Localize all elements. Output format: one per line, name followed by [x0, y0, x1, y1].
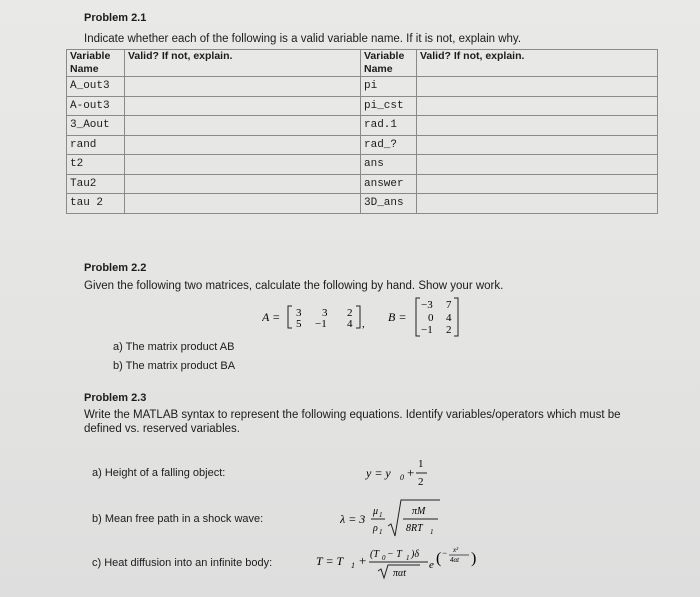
eq-c-label: c) Heat diffusion into an infinite body: — [92, 557, 273, 569]
matrix-a-label: A = — [262, 310, 281, 324]
svg-text:1: 1 — [379, 528, 383, 536]
table-cell-right-answer[interactable] — [417, 174, 658, 194]
svg-text:− T: − T — [387, 549, 402, 560]
svg-text:(T: (T — [370, 549, 379, 560]
table-cell-right-answer[interactable] — [417, 155, 658, 175]
problem-2-3-instruction-line1: Write the MATLAB syntax to represent the following equations. Identify variables/operators which must be — [84, 409, 621, 421]
matrix-b-cell: 0 — [428, 312, 434, 324]
problem-2-1-title: Problem 2.1 — [84, 12, 147, 24]
matrix-a-right-bracket — [356, 306, 360, 328]
table-cell-right-answer[interactable] — [417, 194, 658, 214]
matrix-a-left-bracket — [288, 306, 292, 328]
svg-text:μ: μ — [373, 506, 379, 517]
table-cell-left-name: A-out3 — [67, 96, 125, 116]
svg-text:)δ: )δ — [411, 549, 419, 560]
list-item: b) The matrix product BA — [113, 360, 236, 372]
matrix-a-comma: , — [362, 318, 365, 330]
table-cell-left-name: rand — [67, 135, 125, 155]
table-cell-left-answer[interactable] — [125, 116, 361, 136]
table-cell-right-answer[interactable] — [417, 96, 658, 116]
table-cell-right-name: answer — [361, 174, 417, 194]
eq-a-label: a) Height of a falling object: — [92, 467, 226, 479]
table-cell-right-answer[interactable] — [417, 116, 658, 136]
matrix-b-cell: 2 — [446, 324, 452, 336]
svg-text:+: + — [407, 465, 415, 480]
svg-text:1: 1 — [351, 561, 355, 570]
svg-text:πM: πM — [412, 506, 426, 517]
table-cell-right-answer[interactable] — [417, 77, 658, 97]
table-cell-right-name: pi_cst — [361, 96, 417, 116]
table-cell-left-name: t2 — [67, 155, 125, 175]
eq-b-label: b) Mean free path in a shock wave: — [92, 513, 264, 525]
header-variable-name-left: Variable Name — [67, 50, 125, 77]
table-cell-left-name: A_out3 — [67, 77, 125, 97]
svg-text:4αt: 4αt — [450, 556, 460, 564]
svg-text:ρ: ρ — [373, 523, 378, 534]
table-cell-left-answer[interactable] — [125, 96, 361, 116]
svg-text:x²: x² — [453, 546, 459, 554]
svg-text:e: e — [429, 559, 434, 571]
table-cell-left-answer[interactable] — [125, 174, 361, 194]
matrix-b-cell: 7 — [446, 299, 452, 311]
equation-c — [316, 541, 488, 587]
svg-text:1: 1 — [418, 458, 424, 470]
svg-text:2: 2 — [418, 476, 424, 488]
svg-text:8RT: 8RT — [406, 523, 423, 534]
header-variable-name-right: Variable Name — [361, 50, 417, 77]
problem-2-3-title: Problem 2.3 — [84, 392, 147, 404]
matrix-b-right-bracket — [454, 298, 458, 336]
table-cell-left-name: 3_Aout — [67, 116, 125, 136]
svg-text:0: 0 — [400, 473, 404, 482]
matrix-a-cell: −1 — [315, 318, 327, 330]
table-cell-left-answer[interactable] — [125, 77, 361, 97]
svg-text:T = T: T = T — [316, 554, 344, 568]
matrix-a-cell: 3 — [296, 307, 302, 319]
svg-text:y = y: y = y — [366, 466, 391, 480]
svg-text:1: 1 — [379, 511, 383, 519]
table-cell-right-name: 3D_ans — [361, 194, 417, 214]
problem-2-2-items — [113, 341, 235, 379]
header-valid-right: Valid? If not, explain. — [417, 50, 658, 77]
svg-text:1: 1 — [430, 528, 434, 536]
svg-text:+: + — [359, 553, 367, 568]
variable-table — [66, 49, 658, 214]
list-item: a) The matrix product AB — [113, 341, 235, 353]
svg-text:παt: παt — [393, 568, 407, 579]
svg-text:1: 1 — [406, 554, 410, 562]
matrix-b-left-bracket — [416, 298, 420, 336]
matrix-a-cell: 2 — [347, 307, 353, 319]
equation-b — [340, 496, 450, 542]
matrix-b-cell: −1 — [421, 324, 433, 336]
table-cell-left-name: tau 2 — [67, 194, 125, 214]
matrices-figure — [262, 295, 482, 339]
svg-text:λ = 3: λ = 3 — [340, 512, 366, 526]
header-valid-left: Valid? If not, explain. — [125, 50, 361, 77]
table-cell-left-answer[interactable] — [125, 135, 361, 155]
table-cell-right-name: ans — [361, 155, 417, 175]
matrix-b-label: B = — [388, 310, 407, 324]
paren-right: ) — [471, 550, 477, 567]
table-cell-right-name: rad.1 — [361, 116, 417, 136]
matrix-b-cell: −3 — [421, 299, 433, 311]
matrix-b-cell: 4 — [446, 312, 452, 324]
problem-2-2-title: Problem 2.2 — [84, 262, 147, 274]
table-cell-left-answer[interactable] — [125, 155, 361, 175]
problem-2-2-instruction: Given the following two matrices, calculate the following by hand. Show your work. — [84, 280, 504, 292]
matrix-a-cell: 3 — [322, 307, 328, 319]
table-cell-right-name: pi — [361, 77, 417, 97]
matrix-a-cell: 5 — [296, 318, 302, 330]
problem-2-1-instruction: Indicate whether each of the following is a valid variable name. If it is not, explain why. — [84, 33, 522, 45]
paren-left: ( — [436, 550, 442, 567]
table-cell-right-name: rad_? — [361, 135, 417, 155]
svg-text:−: − — [442, 548, 448, 558]
table-cell-right-answer[interactable] — [417, 135, 658, 155]
table-cell-left-answer[interactable] — [125, 194, 361, 214]
problem-2-3-instruction-line2: defined vs. reserved variables. — [84, 423, 240, 435]
equation-a — [364, 452, 444, 492]
svg-text:0: 0 — [382, 554, 386, 562]
table-cell-left-name: Tau2 — [67, 174, 125, 194]
matrix-a-cell: 4 — [347, 318, 353, 330]
